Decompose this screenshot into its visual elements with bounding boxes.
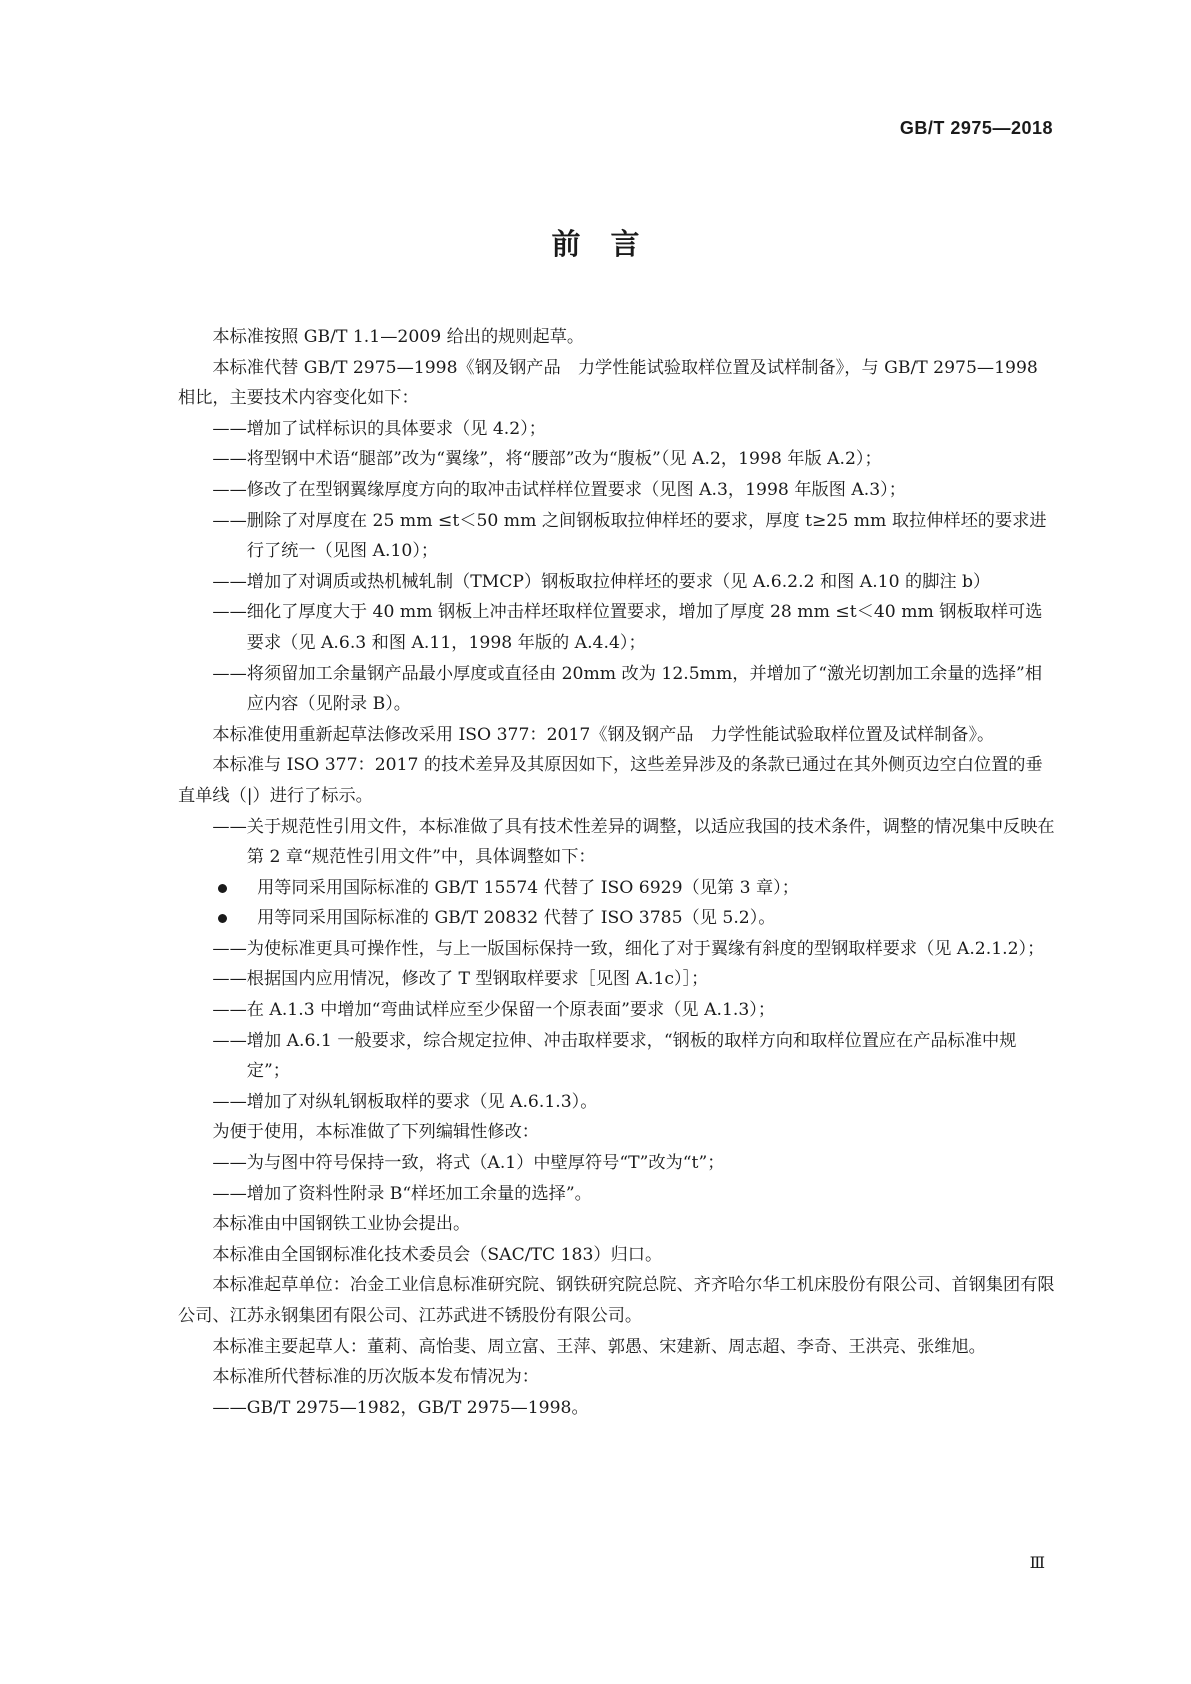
dash-item: ——将型钢中术语“腿部”改为“翼缘”，将“腰部”改为“腹板”（见 A.2，1998 年版 A.2）；: [212, 449, 882, 470]
bullet-item: [178, 903, 1058, 934]
paragraph: 本标准代替 GB/T 2975—1998《钢及钢产品 力学性能试验取样位置及试样制备》，与 GB/T 2975—1998 相比，主要技术内容变化如下：: [178, 357, 1038, 409]
page-number: Ⅲ: [1029, 1553, 1045, 1572]
dash-item: ——增加了对纵轧钢板取样的要求（见 A.6.1.3）。: [212, 1091, 598, 1112]
dash-item: ——为使标准更具可操作性，与上一版国标保持一致，细化了对于翼缘有斜度的型钢取样要求（见 A.2.1.2）；: [212, 938, 1045, 959]
paragraph: 本标准主要起草人：董莉、高怡斐、周立富、王萍、郭愚、宋建新、周志超、李奇、王洪亮、张维旭。: [212, 1336, 986, 1357]
bullet-text: 用等同采用国际标准的 GB/T 20832 代替了 ISO 3785（见 5.2）。: [257, 908, 776, 929]
bullet-text: 用等同采用国际标准的 GB/T 15574 代替了 ISO 6929（见第 3 章）；: [257, 877, 799, 898]
dash-item: ——关于规范性引用文件，本标准做了具有技术性差异的调整，以适应我国的技术条件，调整的情况集中反映在第 2 章“规范性引用文件”中，具体调整如下：: [212, 816, 1055, 868]
dash-item: ——根据国内应用情况，修改了 T 型钢取样要求［见图 A.1c）］；: [212, 969, 709, 990]
standard-number: GB/T 2975—2018: [899, 118, 1053, 138]
paragraph: 为便于使用，本标准做了下列编辑性修改：: [212, 1122, 539, 1143]
dash-item: ——删除了对厚度在 25 mm ≤t＜50 mm 之间钢板取拉伸样坯的要求，厚度 t≥25 mm 取拉伸样坯的要求进行了统一（见图 A.10）；: [212, 510, 1047, 562]
dash-item: ——细化了厚度大于 40 mm 钢板上冲击样坯取样位置要求，增加了厚度 28 mm ≤t＜40 mm 钢板取样可选要求（见 A.6.3 和图 A.11，1998 年版的 A.4.4）；: [212, 602, 1043, 653]
dash-item: ——增加了资料性附录 B“样坯加工余量的选择”。: [212, 1183, 592, 1204]
bullet-item: [178, 873, 1058, 904]
document-body: [178, 322, 1058, 1423]
dash-item: ——增加 A.6.1 一般要求，综合规定拉伸、冲击取样要求，“钢板的取样方向和取样位置应在产品标准中规定”；: [212, 1030, 1017, 1082]
dash-item: ——为与图中符号保持一致，将式（A.1）中壁厚符号“T”改为“t”；: [212, 1153, 725, 1174]
page-title: 前言: [551, 227, 670, 261]
paragraph: 本标准所代替标准的历次版本发布情况为：: [212, 1367, 539, 1388]
paragraph: 本标准由中国钢铁工业协会提出。: [212, 1214, 471, 1235]
dash-item: ——修改了在型钢翼缘厚度方向的取冲击试样样位置要求（见图 A.3，1998 年版图 A.3）；: [212, 479, 906, 500]
dash-item: ——将须留加工余量钢产品最小厚度或直径由 20mm 改为 12.5mm，并增加了“激光切割加工余量的选择”相应内容（见附录 B）。: [212, 663, 1043, 715]
dash-item: ——在 A.1.3 中增加“弯曲试样应至少保留一个原表面”要求（见 A.1.3）；: [212, 1000, 776, 1021]
paragraph: 本标准起草单位：冶金工业信息标准研究院、钢铁研究院总院、齐齐哈尔华工机床股份有限公司、首钢集团有限公司、江苏永钢集团有限公司、江苏武进不锈股份有限公司。: [178, 1275, 1055, 1326]
dash-item: ——增加了对调质或热机械轧制（TMCP）钢板取拉伸样坯的要求（见 A.6.2.2 和图 A.10 的脚注 b）: [212, 571, 991, 592]
paragraph: 本标准由全国钢标准化技术委员会（SAC/TC 183）归口。: [212, 1244, 663, 1265]
paragraph: 本标准按照 GB/T 1.1—2009 给出的规则起草。: [212, 327, 585, 347]
bullet-icon: [218, 914, 227, 923]
bullet-icon: [218, 884, 227, 893]
paragraph: 本标准与 ISO 377：2017 的技术差异及其原因如下，这些差异涉及的条款已通过在其外侧页边空白位置的垂直单线（|）进行了标示。: [178, 755, 1043, 806]
paragraph: 本标准使用重新起草法修改采用 ISO 377：2017《钢及钢产品 力学性能试验取样位置及试样制备》。: [212, 724, 995, 745]
dash-item: ——GB/T 2975—1982，GB/T 2975—1998。: [212, 1397, 589, 1418]
dash-item: ——增加了试样标识的具体要求（见 4.2）；: [212, 418, 546, 439]
